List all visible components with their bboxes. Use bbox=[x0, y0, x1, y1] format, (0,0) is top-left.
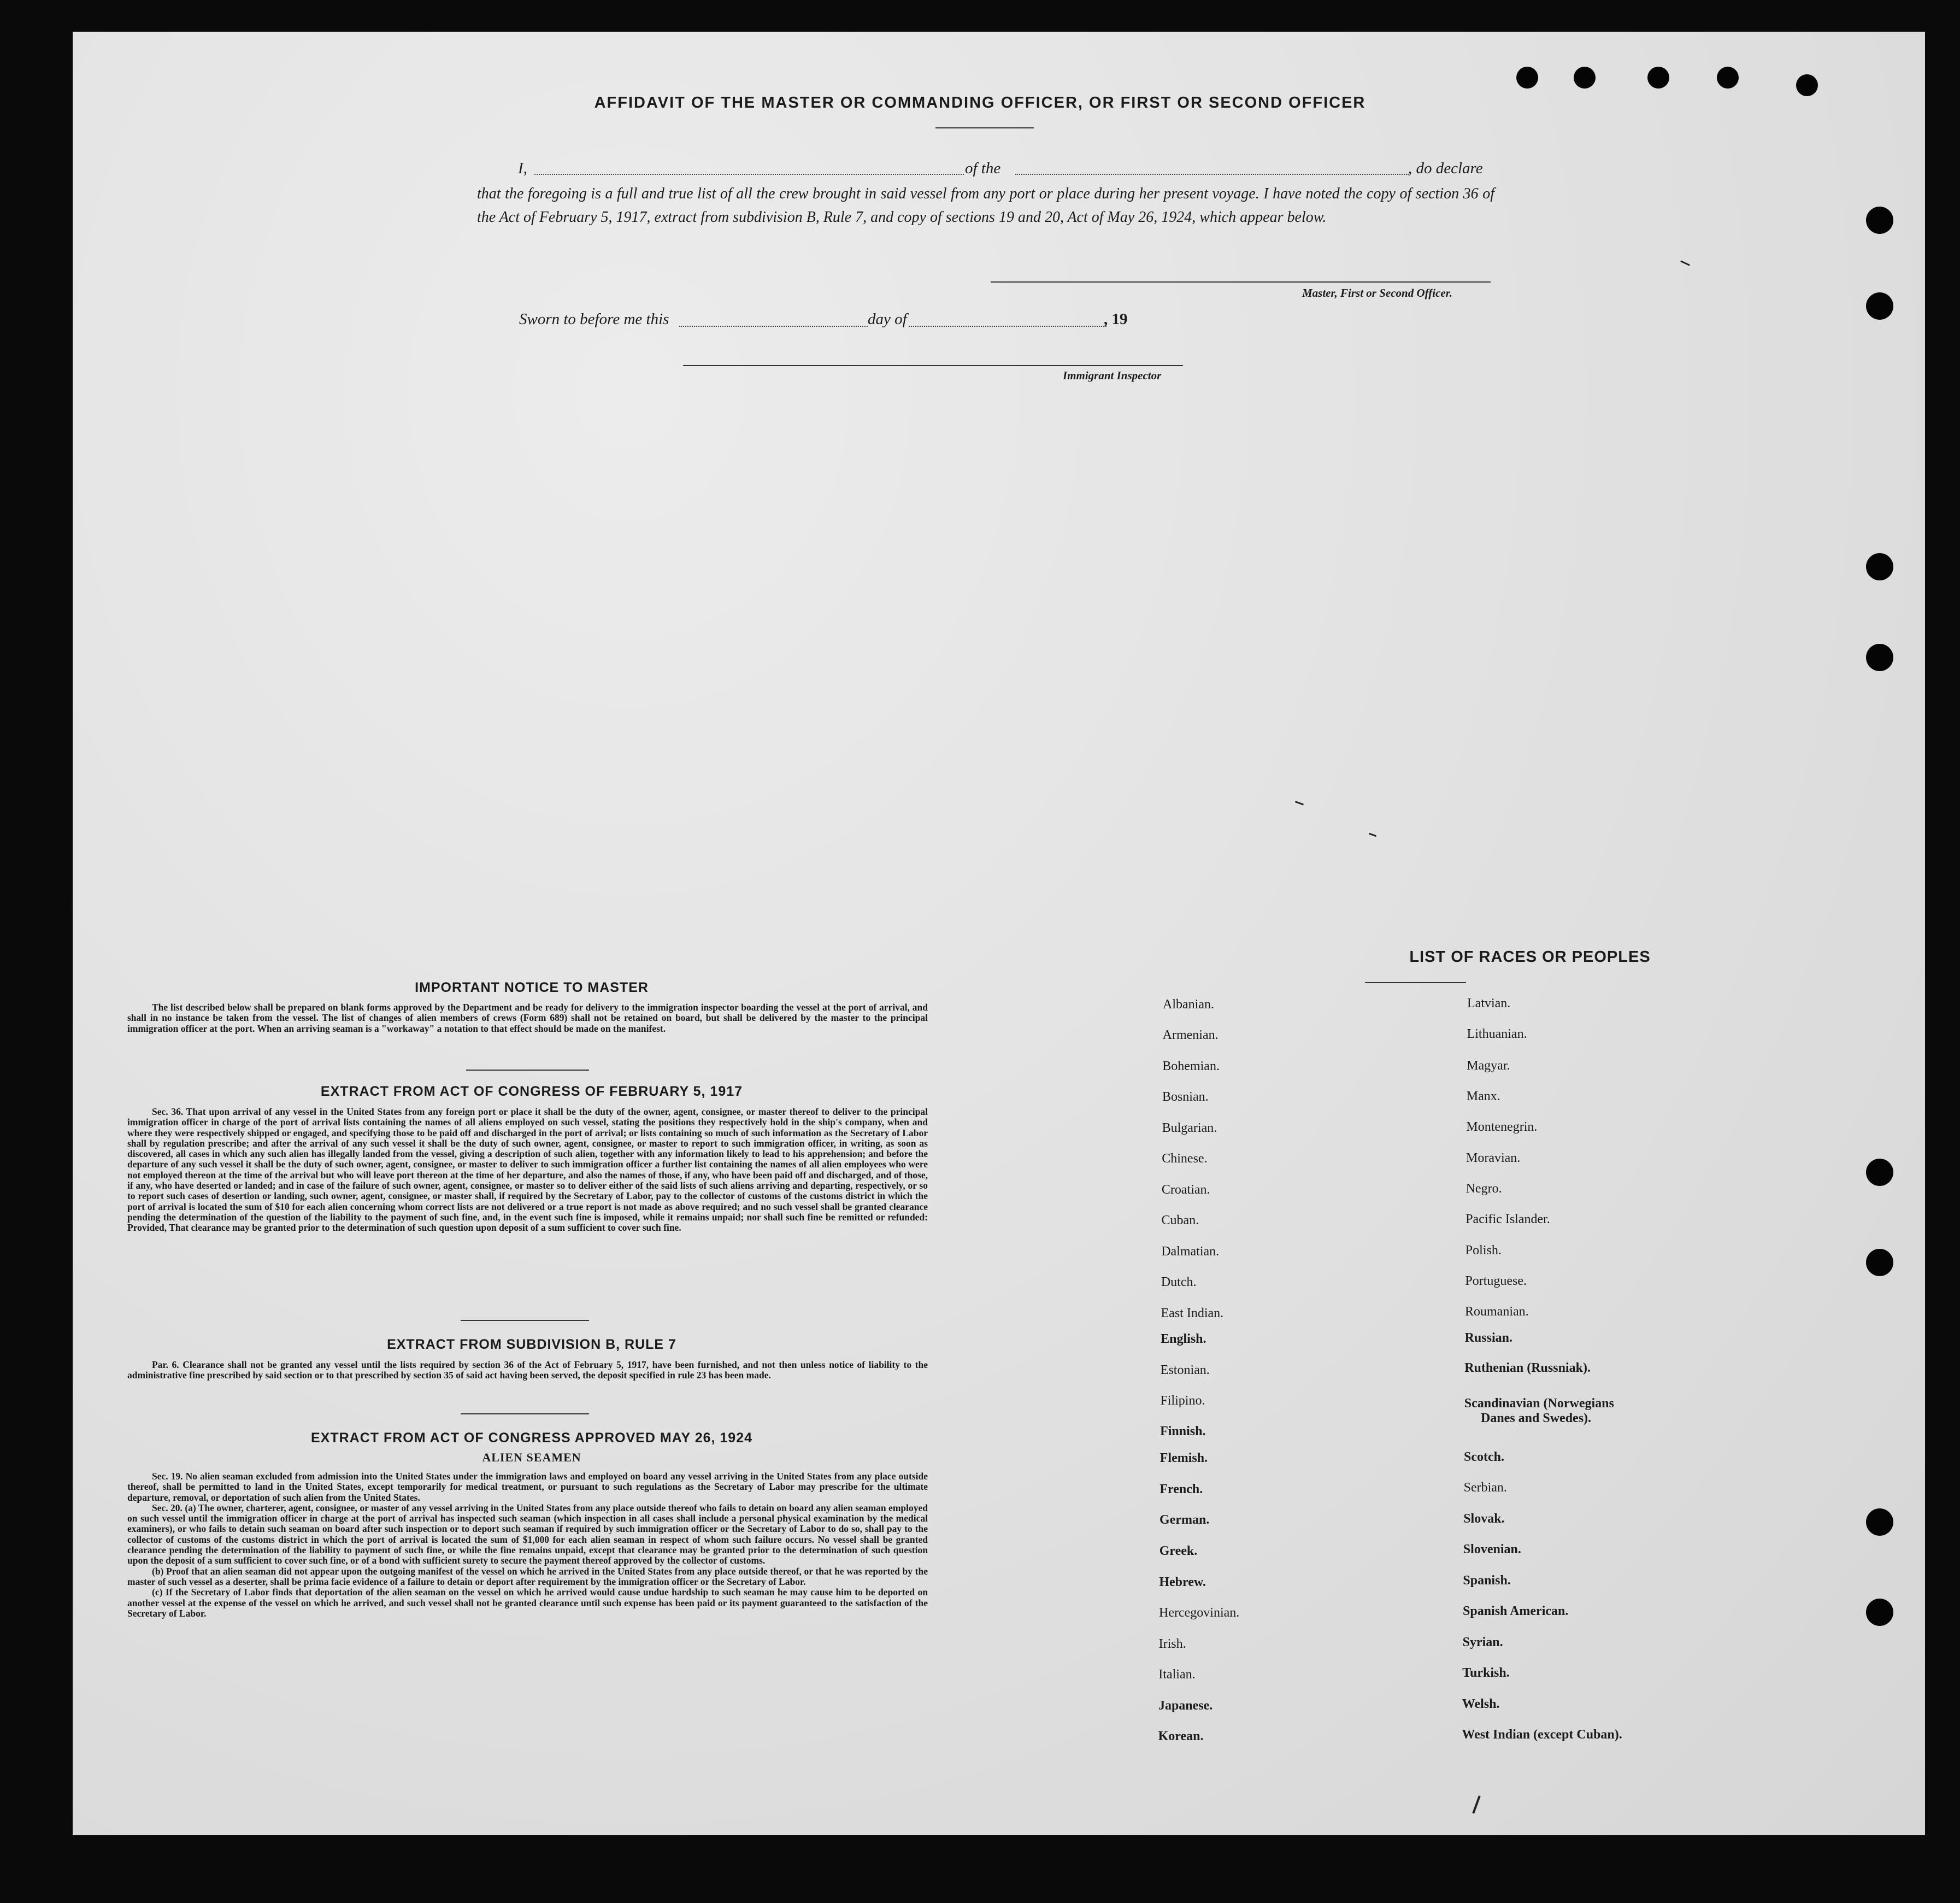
race-item: Bosnian. bbox=[1162, 1090, 1209, 1104]
vessel-label: of the bbox=[965, 160, 1001, 177]
race-item: Magyar. bbox=[1467, 1059, 1510, 1073]
race-item: Greek. bbox=[1159, 1544, 1198, 1558]
sworn-month-field[interactable] bbox=[909, 326, 1106, 327]
alien-seamen-subtitle: ALIEN SEAMEN bbox=[482, 1450, 581, 1464]
races-title-divider bbox=[1365, 982, 1466, 983]
par-6-paragraph: Par. 6. Clearance shall not be granted any vessel until the lists required by section 36 of the Act of February 5, 1917, have been furnished, and not then unless notice of liability to the administrative fine prescribed by said section or to that prescribed by section 35 of said act having been served, the deposit specified in rule 23 has been made. bbox=[127, 1359, 928, 1381]
race-item: Croatian. bbox=[1161, 1183, 1210, 1197]
extract-rule7-title: EXTRACT FROM SUBDIVISION B, RULE 7 bbox=[387, 1337, 676, 1352]
notice-title: IMPORTANT NOTICE TO MASTER bbox=[415, 980, 649, 995]
extract-1917-text bbox=[127, 1107, 928, 1234]
title-divider bbox=[935, 127, 1034, 128]
vessel-name-field[interactable] bbox=[1015, 174, 1409, 175]
race-item: English. bbox=[1161, 1332, 1206, 1346]
race-item: Albanian. bbox=[1163, 997, 1214, 1012]
inspector-label: Immigrant Inspector bbox=[1063, 369, 1162, 382]
race-item: Latvian. bbox=[1467, 996, 1511, 1011]
race-item: Turkish. bbox=[1462, 1666, 1510, 1680]
section-divider bbox=[466, 1070, 589, 1071]
race-item: Finnish. bbox=[1160, 1424, 1206, 1438]
race-item: Bulgarian. bbox=[1162, 1121, 1217, 1135]
section-divider bbox=[461, 1320, 589, 1321]
race-item: Flemish. bbox=[1159, 1451, 1208, 1465]
punch-hole bbox=[1866, 1599, 1893, 1626]
race-item: Hebrew. bbox=[1159, 1575, 1206, 1589]
punch-hole bbox=[1574, 67, 1596, 89]
race-item: Chinese. bbox=[1162, 1152, 1208, 1166]
race-item: Slovenian. bbox=[1463, 1542, 1521, 1557]
sec-20b-paragraph: (b) Proof that an alien seaman did not appear upon the outgoing manifest of the vessel on which he arrived in the United States from any place outside thereof, or that he was reported by the master of such vessel as a deserter, shall be prima facie evidence of a failure to detain or deport after requirement by the immigration officer or the Secretary of Labor. bbox=[127, 1565, 928, 1587]
race-item: Scandinavian (Norwegians bbox=[1464, 1396, 1614, 1411]
race-item: Spanish American. bbox=[1463, 1604, 1569, 1618]
race-item: German. bbox=[1159, 1513, 1210, 1527]
race-item: Danes and Swedes). bbox=[1481, 1411, 1592, 1425]
punch-hole bbox=[1866, 644, 1893, 671]
race-item: Spanish. bbox=[1463, 1573, 1511, 1588]
punch-hole bbox=[1516, 67, 1538, 89]
race-item: Cuban. bbox=[1161, 1213, 1199, 1227]
race-item: Roumanian. bbox=[1465, 1305, 1529, 1319]
punch-hole bbox=[1866, 1159, 1893, 1186]
race-item: Estonian. bbox=[1160, 1363, 1210, 1377]
punch-hole bbox=[1866, 292, 1893, 320]
races-title: LIST OF RACES OR PEOPLES bbox=[1409, 948, 1651, 966]
punch-hole bbox=[1647, 67, 1669, 89]
race-item: Hercegovinian. bbox=[1159, 1606, 1240, 1620]
master-signature-line[interactable] bbox=[991, 281, 1491, 283]
race-item: Armenian. bbox=[1162, 1028, 1219, 1042]
race-item: Lithuanian. bbox=[1467, 1027, 1527, 1041]
punch-hole bbox=[1796, 74, 1818, 96]
race-item: French. bbox=[1159, 1482, 1203, 1496]
race-item: Slovak. bbox=[1463, 1512, 1505, 1526]
race-item: Serbian. bbox=[1463, 1481, 1507, 1495]
sec-20a-paragraph: Sec. 20. (a) The owner, charterer, agent, consignee, or master of any vessel arriving in the United States from any place outside thereof who fails to detain on board any alien seaman employed on such vessel until the immigration officer in charge at the port of arrival has inspected such seaman (which inspection in all cases shall include a personal physical examination by the medical examiners), or who fails to detain such seaman on board after such inspection or to deport such seaman if required by such immigration officer or the Secretary of Labor to do so, shall pay to the collector of customs of the customs district in which the port of arrival is located the sum of $1,000 for each alien seaman in respect of whom such failure occurs. No vessel shall be granted clearance pending the determination of the liability to payment of such fine, or while the fine remains unpaid, except that clearance may be granted prior to the determination of such question upon the deposit of a sum sufficient to cover such fine, or of a bond with sufficient surety to secure the payment thereof approved by the collector of customs. bbox=[127, 1502, 928, 1566]
extract-1924-text bbox=[127, 1471, 928, 1619]
extract-rule7-text bbox=[127, 1360, 928, 1381]
race-item: Korean. bbox=[1158, 1729, 1204, 1743]
notice-paragraph: The list described below shall be prepared on blank forms approved by the Department and be ready for delivery to the immigration inspector boarding the vessel at the port of arrival, and shall in no instance be taken from the vessel. The list of changes of alien members of crews (Form 689) shall not be retained on board, but shall be delivered by the master to the principal immigration officer at the port. When an arriving seaman is a "workaway" a notation to that effect should be made on the manifest. bbox=[127, 1002, 928, 1034]
race-item: Pacific Islander. bbox=[1465, 1212, 1550, 1226]
extract-1924-title: EXTRACT FROM ACT OF CONGRESS APPROVED MAY 26, 1924 bbox=[310, 1430, 753, 1446]
punch-hole bbox=[1866, 207, 1893, 234]
declaration-text: that the foregoing is a full and true list of all the crew brought in said vessel from any port or place during her present voyage. I have noted the copy of section 36 of the Act of February 5, 1917, extract from subdivision B, Rule 7, and copy of sections 19 and 20, Act of May 26, 1924, which appear below. bbox=[477, 185, 1494, 226]
race-item: Bohemian. bbox=[1162, 1059, 1220, 1073]
punch-hole bbox=[1717, 67, 1739, 89]
race-item: Moravian. bbox=[1466, 1151, 1521, 1165]
race-item: Dalmatian. bbox=[1161, 1244, 1220, 1259]
section-36-paragraph: Sec. 36. That upon arrival of any vessel in the United States from any foreign port or place it shall be the duty of the owner, agent, consignee, or master thereof to deliver to the principal immigration officer in charge of the port of arrival lists containing the names of all aliens employed on such vessel, stating the positions they respectively hold in the ship's company, when and where they were respectively shipped or engaged, and specifying those to be paid off and discharged in the port of arrival; or lists containing so much of such information as the Secretary of Labor shall by regulation prescribe; and after the arrival of any such vessel it shall be the duty of such owner, agent, consignee, or master to report to such immigration officer, in writing, as soon as discovered, all cases in which any such alien has illegally landed from the vessel, giving a description of such alien, together with any information likely to lead to his apprehension; and before the departure of any such vessel it shall be the duty of such owner, agent, consignee, or master to deliver to such immigration officer a further list containing the names of all alien employees who were not employed thereon at the time of the arrival but who will leave port thereon at the time of her departure, and also the names of those, if any, who have been paid off and discharged, and of those, if any, who have deserted or landed; and in case of the failure of such owner, agent, consignee, or master so to deliver either of the said lists of such aliens arriving and departing, respectively, or so to report such cases of desertion or landing, such owner, agent, consignee, or master shall, if required by the Secretary of Labor, pay to the collector of customs of the customs district in which the port of arrival is located the sum of $10 for each alien concerning whom correct lists are not delivered or a true report is not made as above required; and no such vessel shall be granted clearance pending the determination of the question of the liability to the payment of such fine, and, in the event such fine is imposed, while it remains unpaid; nor shall such fine be remitted or refunded: Provided, That clearance may be granted prior to the determination of such question upon deposit of a sum sufficient to cover such fine. bbox=[127, 1106, 928, 1234]
sec-20c-paragraph: (c) If the Secretary of Labor finds that deportation of the alien seaman on the vessel on which he arrived would cause undue hardship to such seaman he may cause him to be deported on another vessel at the expense of the vessel on which he arrived, and such vessel shall not be granted clearance until such expense has been paid or its payment guaranteed to the satisfaction of the Secretary of Labor. bbox=[127, 1587, 928, 1619]
sworn-label: Sworn to before me this bbox=[519, 310, 669, 328]
inspector-signature-line[interactable] bbox=[683, 365, 1183, 366]
declarant-label: I, bbox=[518, 160, 527, 177]
race-item: Montenegrin. bbox=[1466, 1120, 1538, 1134]
race-item: Polish. bbox=[1465, 1243, 1502, 1258]
punch-hole bbox=[1866, 553, 1893, 580]
race-item: West Indian (except Cuban). bbox=[1462, 1728, 1622, 1742]
year-label: , 19 bbox=[1104, 310, 1128, 328]
declare-label: , do declare bbox=[1408, 160, 1483, 177]
race-item: Ruthenian (Russniak). bbox=[1464, 1361, 1591, 1375]
affidavit-title: AFFIDAVIT OF THE MASTER OR COMMANDING OFFICER, OR FIRST OR SECOND OFFICER bbox=[594, 94, 1366, 111]
race-item: Japanese. bbox=[1158, 1699, 1213, 1713]
punch-hole bbox=[1866, 1249, 1893, 1276]
sec-19-paragraph: Sec. 19. No alien seaman excluded from admission into the United States under the immigration laws and employed on board any vessel arriving in the United States from any place outside thereof, shall be permitted to land in the United States, except temporarily for medical treatment, or pursuant to such regulations as the Secretary of Labor may prescribe for the ultimate departure, removal, or deportation of such alien from the United States. bbox=[127, 1471, 928, 1503]
notice-text bbox=[127, 1002, 928, 1034]
section-divider bbox=[461, 1413, 589, 1414]
race-item: Syrian. bbox=[1462, 1635, 1503, 1649]
race-item: Italian. bbox=[1158, 1667, 1196, 1682]
race-item: Scotch. bbox=[1464, 1450, 1504, 1464]
race-item: Irish. bbox=[1158, 1637, 1186, 1651]
race-item: Filipino. bbox=[1160, 1394, 1205, 1408]
race-item: Russian. bbox=[1464, 1331, 1512, 1345]
day-of-label: day of bbox=[868, 310, 907, 328]
punch-hole bbox=[1866, 1508, 1893, 1536]
extract-1917-title: EXTRACT FROM ACT OF CONGRESS OF FEBRUARY 5, 1917 bbox=[320, 1084, 743, 1099]
race-item: Welsh. bbox=[1462, 1697, 1500, 1711]
master-signature-label: Master, First or Second Officer. bbox=[1302, 286, 1452, 299]
sworn-day-field[interactable] bbox=[679, 326, 868, 327]
race-item: Negro. bbox=[1465, 1182, 1502, 1196]
race-item: East Indian. bbox=[1161, 1306, 1224, 1320]
race-item: Dutch. bbox=[1161, 1275, 1197, 1289]
race-item: Manx. bbox=[1466, 1089, 1500, 1103]
declarant-name-field[interactable] bbox=[534, 174, 964, 175]
race-item: Portuguese. bbox=[1465, 1274, 1527, 1288]
